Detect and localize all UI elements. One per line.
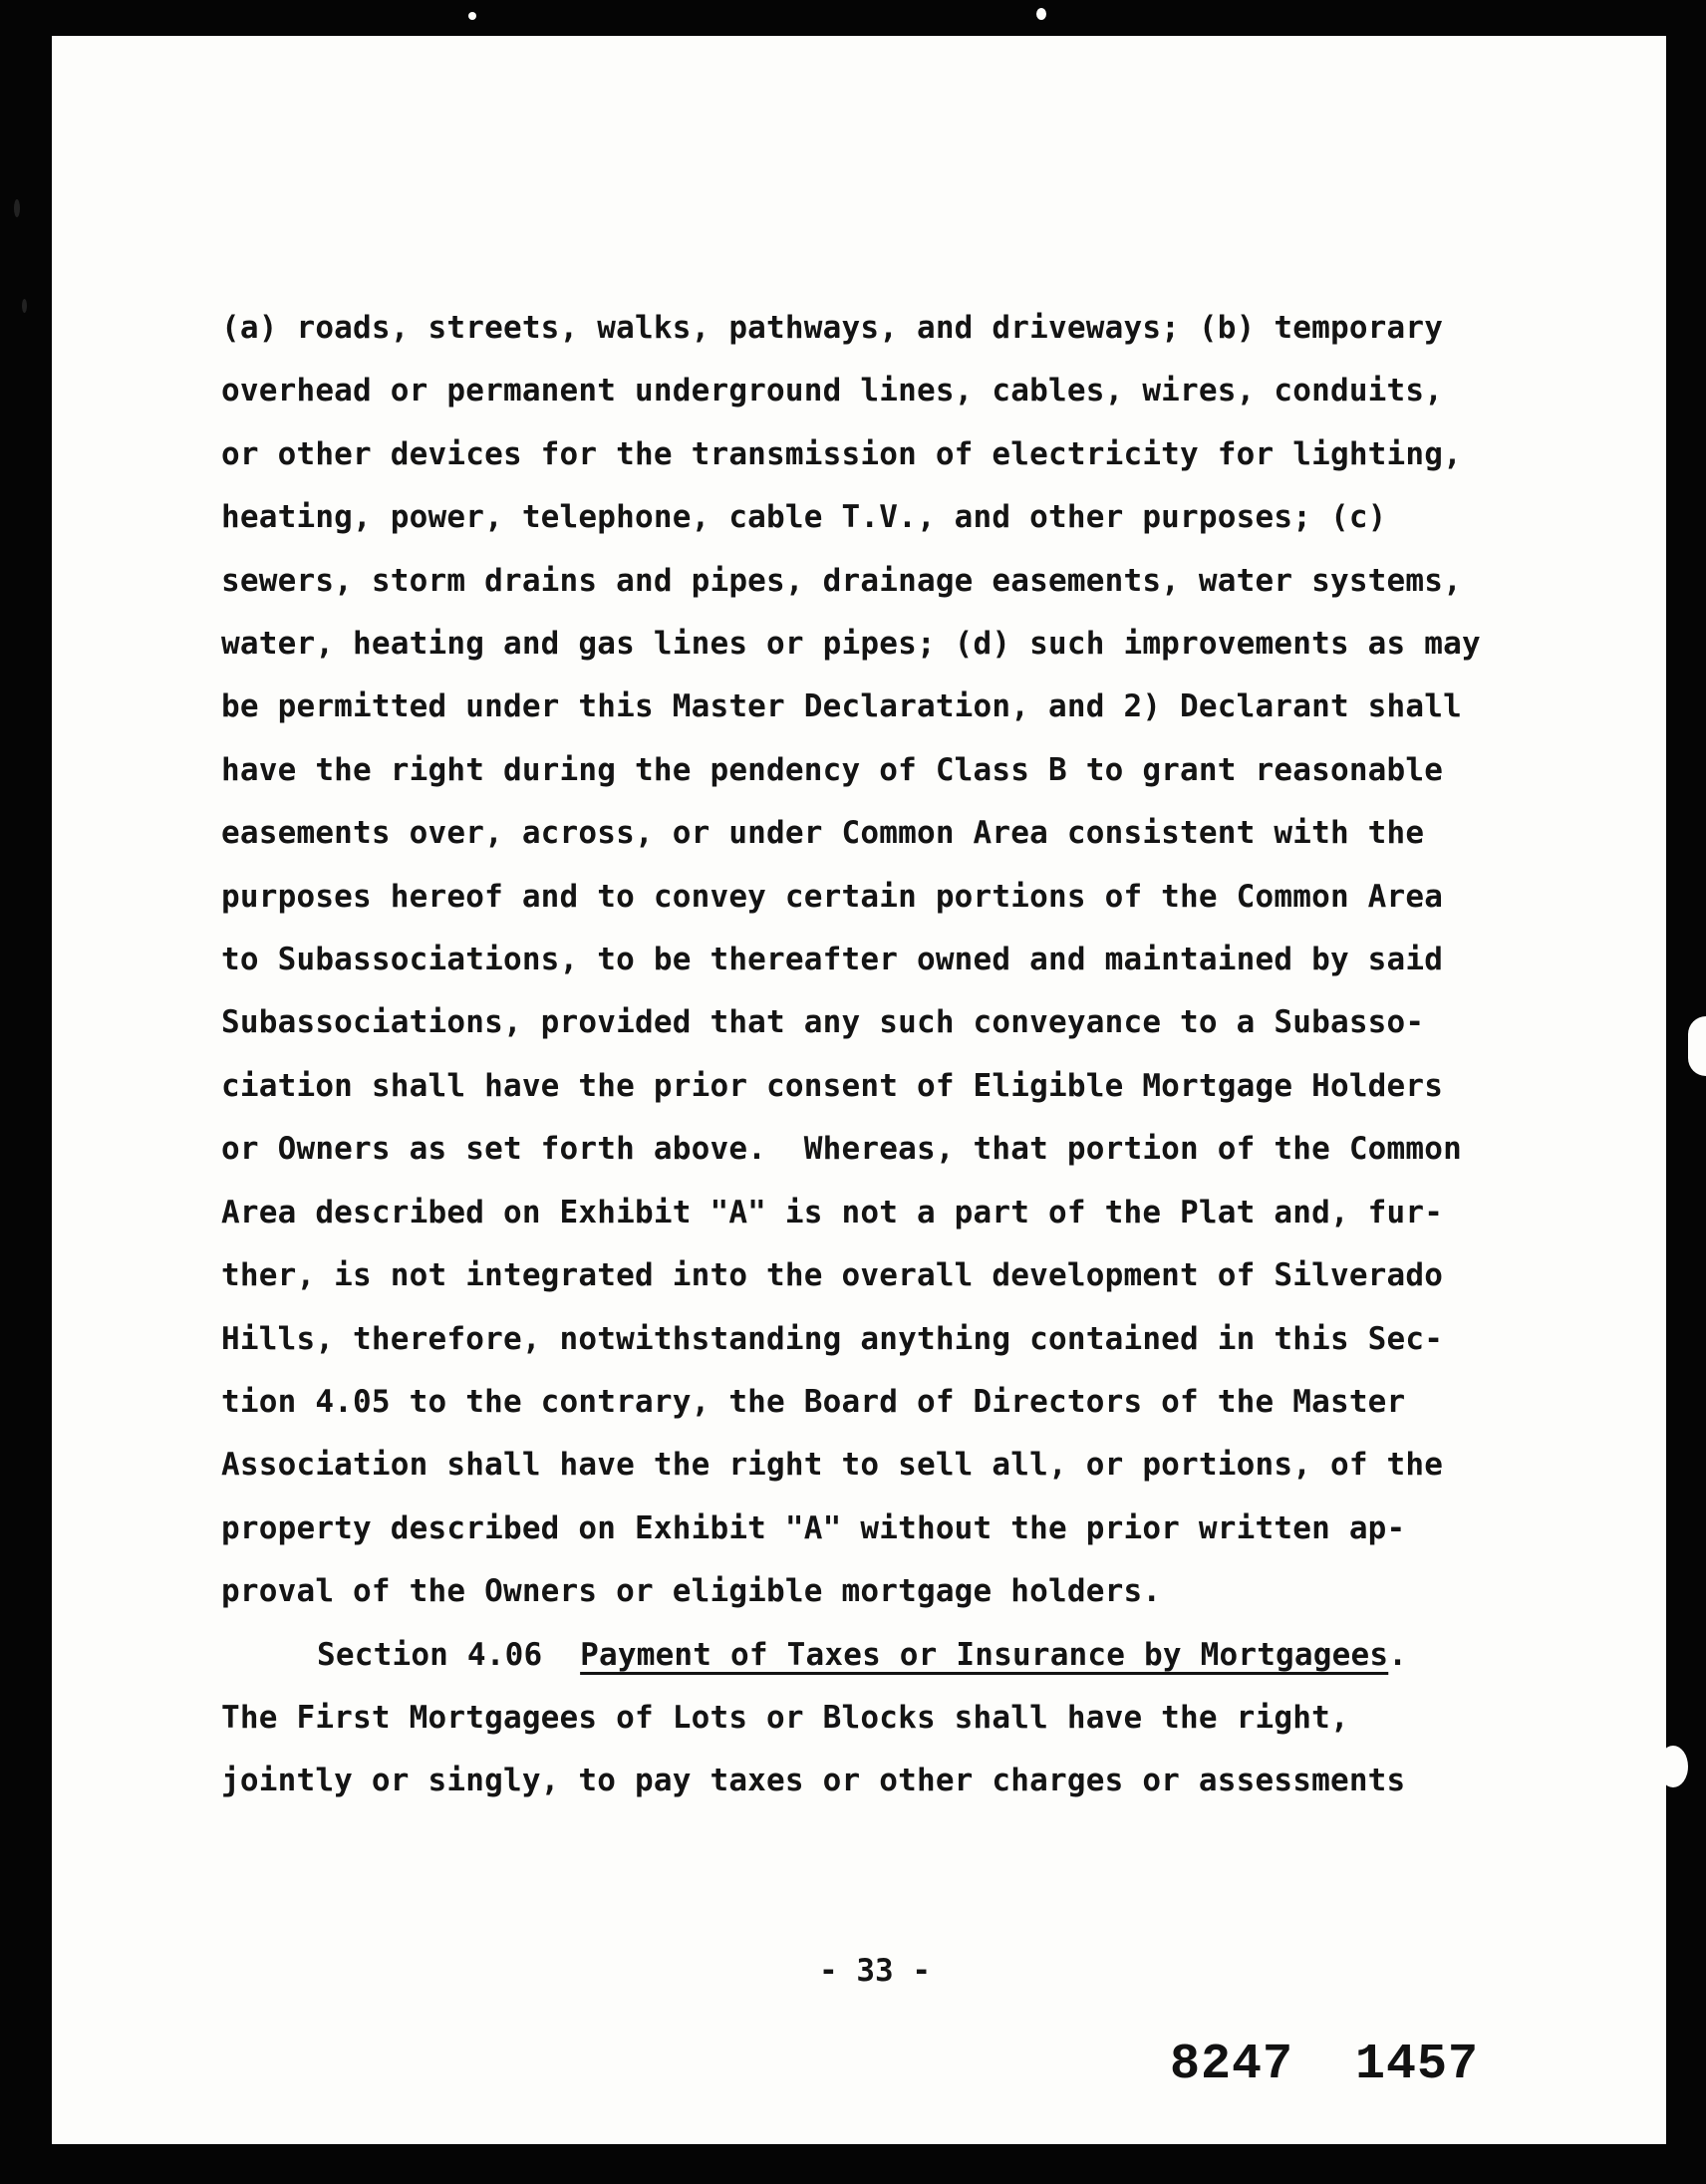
section-number: Section 4.06 xyxy=(317,1636,543,1673)
body-line: or Owners as set forth above. Whereas, that portion of the Common xyxy=(221,1131,1462,1168)
section-title-period: . xyxy=(1388,1636,1408,1673)
body-line: or other devices for the transmission of electricity for lighting, xyxy=(221,435,1462,472)
section-heading xyxy=(221,1624,1557,1687)
body-line: ther, is not integrated into the overall development of Silverado xyxy=(221,1257,1444,1294)
scan-edge-mark xyxy=(468,12,476,20)
scan-edge-mark xyxy=(1036,8,1046,20)
scan-edge-mark xyxy=(1658,1746,1688,1787)
section-body-line: jointly or singly, to pay taxes or other charges or assessments xyxy=(221,1763,1406,1799)
body-line: Area described on Exhibit "A" is not a part of the Plat and, fur- xyxy=(221,1194,1444,1230)
page-number: - 33 - xyxy=(819,1953,931,1989)
body-line: easements over, across, or under Common Area consistent with the xyxy=(221,815,1425,852)
body-line: be permitted under this Master Declaration, and 2) Declarant shall xyxy=(221,688,1462,725)
body-line: purposes hereof and to convey certain portions of the Common Area xyxy=(221,878,1444,915)
document-page xyxy=(52,36,1666,2144)
body-line: Association shall have the right to sell all, or portions, of the xyxy=(221,1447,1444,1484)
scan-speck xyxy=(22,299,27,313)
scan-speck xyxy=(14,199,20,217)
body-line: Hills, therefore, notwithstanding anything contained in this Sec- xyxy=(221,1320,1444,1357)
section-body-line: The First Mortgagees of Lots or Blocks shall have the right, xyxy=(221,1699,1349,1736)
section-title: Payment of Taxes or Insurance by Mortgagees xyxy=(580,1636,1389,1673)
body-line: property described on Exhibit "A" without the prior written ap- xyxy=(221,1509,1406,1546)
body-line: water, heating and gas lines or pipes; (d) such improvements as may xyxy=(221,626,1481,663)
scan-edge-mark xyxy=(1688,1016,1706,1076)
body-line: Subassociations, provided that any such conveyance to a Subasso- xyxy=(221,1004,1425,1041)
recording-number: 8247 1457 xyxy=(1170,2037,1480,2093)
body-line: sewers, storm drains and pipes, drainage easements, water systems, xyxy=(221,562,1462,599)
body-line: tion 4.05 to the contrary, the Board of Directors of the Master xyxy=(221,1383,1406,1420)
body-line: (a) roads, streets, walks, pathways, and driveways; (b) temporary xyxy=(221,310,1444,346)
body-line: heating, power, telephone, cable T.V., and other purposes; (c) xyxy=(221,499,1387,536)
document-body xyxy=(221,297,1557,1813)
body-line: ciation shall have the prior consent of Eligible Mortgage Holders xyxy=(221,1067,1444,1104)
body-line: to Subassociations, to be thereafter owned and maintained by said xyxy=(221,942,1444,978)
body-line: overhead or permanent underground lines, cables, wires, conduits, xyxy=(221,373,1444,410)
body-line: proval of the Owners or eligible mortgage holders. xyxy=(221,1573,1162,1610)
body-line: have the right during the pendency of Class B to grant reasonable xyxy=(221,751,1444,788)
